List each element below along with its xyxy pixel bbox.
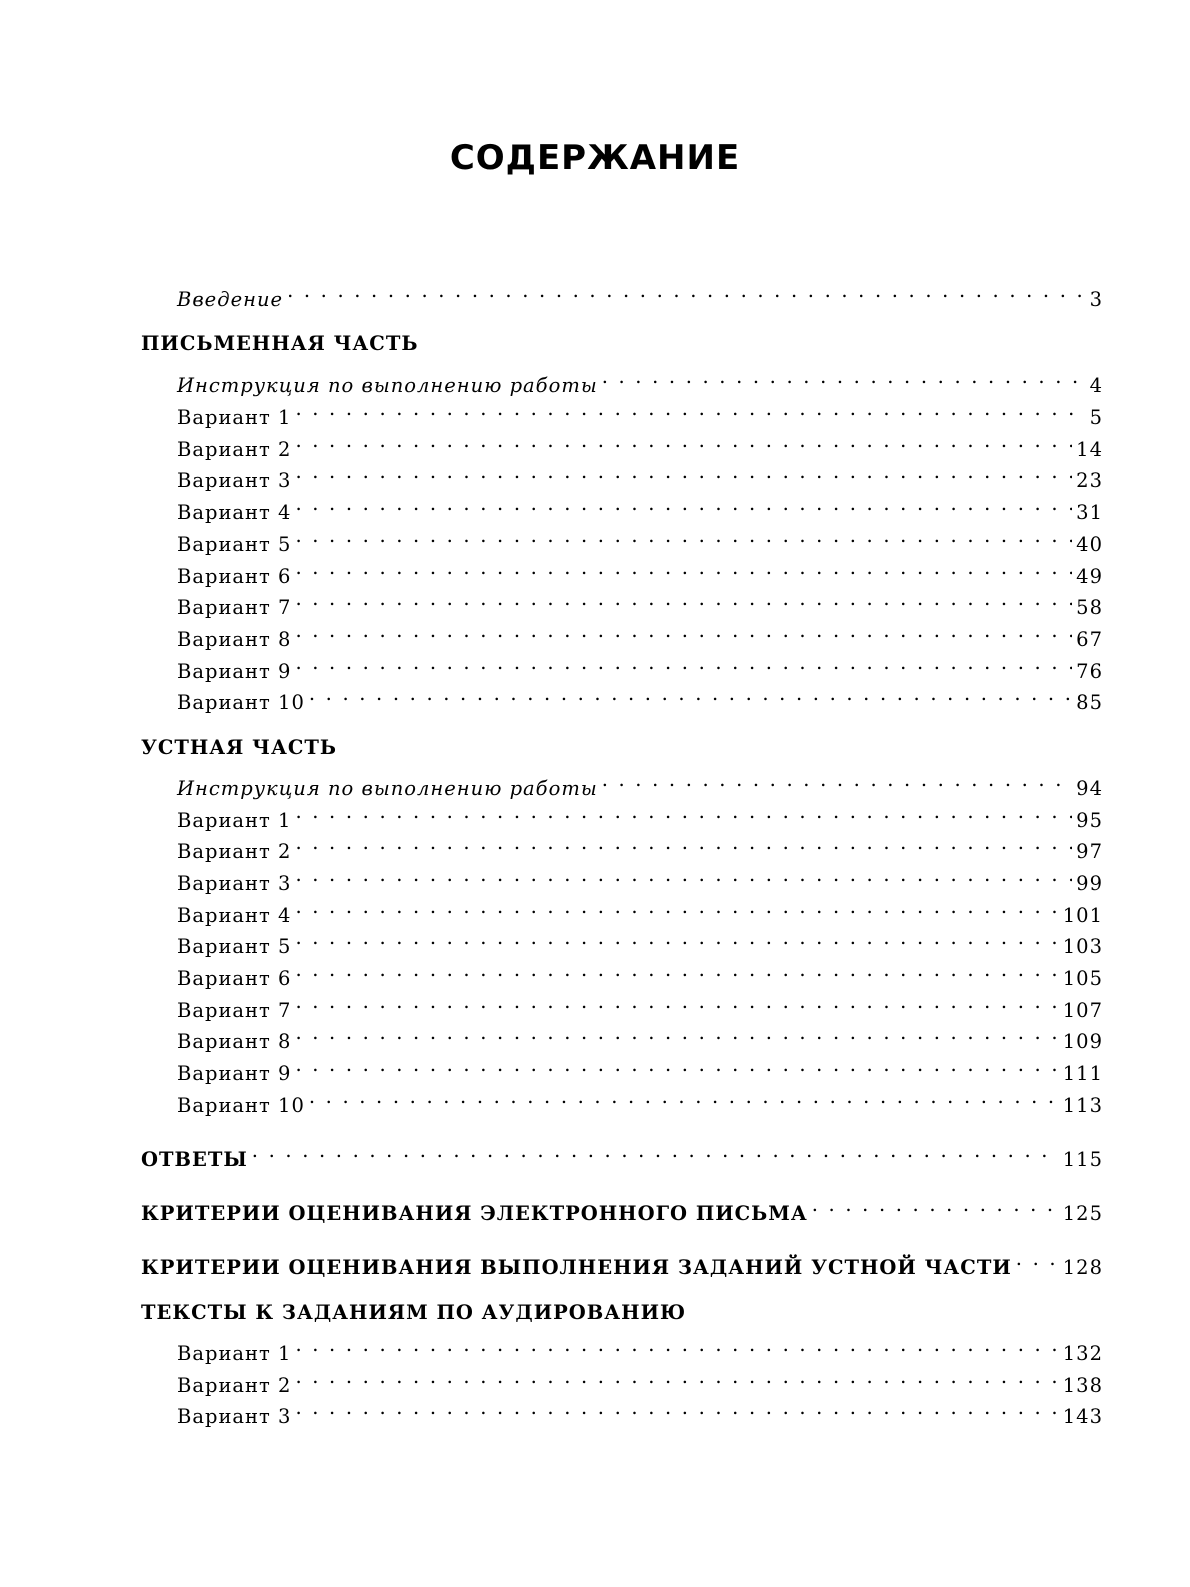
toc-entry-page: 113 bbox=[1062, 1094, 1103, 1117]
toc-entry-written-variant-8[interactable] bbox=[177, 616, 1103, 651]
toc-entry-page: 115 bbox=[1062, 1148, 1103, 1171]
leader-dots bbox=[295, 489, 1072, 519]
toc-entry-label: Вариант 4 bbox=[177, 501, 292, 524]
toc-entry-label: Инструкция по выполнению работы bbox=[177, 374, 598, 397]
leader-dots bbox=[295, 860, 1072, 890]
toc-entry-page: 107 bbox=[1062, 999, 1103, 1022]
toc-entry-label: Вариант 1 bbox=[177, 1342, 292, 1365]
toc-entry-written-instruction[interactable] bbox=[177, 362, 1103, 397]
toc-entry-page: 143 bbox=[1062, 1405, 1103, 1428]
toc-entry-oral-variant-3[interactable] bbox=[177, 860, 1103, 895]
toc-entry-written-variant-9[interactable] bbox=[177, 648, 1103, 683]
toc-entry-oral-variant-2[interactable] bbox=[177, 828, 1103, 863]
leader-dots bbox=[295, 987, 1058, 1017]
toc-entry-written-variant-7[interactable] bbox=[177, 584, 1103, 619]
toc-entry-page: 125 bbox=[1062, 1202, 1103, 1225]
leader-dots bbox=[812, 1190, 1059, 1220]
toc-entry-label: Вариант 3 bbox=[177, 1405, 292, 1428]
toc-entry-criteria-letter[interactable] bbox=[141, 1190, 1103, 1225]
toc-entry-written-variant-4[interactable] bbox=[177, 489, 1103, 524]
section-heading-written: ПИСЬМЕННАЯ ЧАСТЬ bbox=[141, 332, 419, 355]
section-heading-oral: УСТНАЯ ЧАСТЬ bbox=[141, 736, 337, 759]
toc-entry-listening-variant-2[interactable] bbox=[177, 1362, 1103, 1397]
leader-dots bbox=[295, 1330, 1058, 1360]
leader-dots bbox=[287, 276, 1086, 306]
leader-dots bbox=[295, 457, 1072, 487]
toc-entry-written-variant-10[interactable] bbox=[177, 679, 1103, 714]
toc-entry-label: ОТВЕТЫ bbox=[141, 1148, 248, 1171]
toc-entry-page: 97 bbox=[1076, 840, 1103, 863]
toc-entry-page: 49 bbox=[1076, 565, 1103, 588]
toc-entry-label: Вариант 7 bbox=[177, 596, 292, 619]
leader-dots bbox=[295, 955, 1058, 985]
toc-entry-label: Введение bbox=[177, 288, 284, 311]
leader-dots bbox=[295, 584, 1072, 614]
toc-entry-label: КРИТЕРИИ ОЦЕНИВАНИЯ ЭЛЕКТРОННОГО ПИСЬМА bbox=[141, 1202, 808, 1225]
toc-entry-label: Вариант 6 bbox=[177, 967, 292, 990]
toc-entry-written-variant-1[interactable] bbox=[177, 394, 1103, 429]
toc-entry-oral-variant-10[interactable] bbox=[177, 1082, 1103, 1117]
leader-dots bbox=[309, 1082, 1059, 1112]
toc-entry-label: Вариант 5 bbox=[177, 935, 292, 958]
toc-entry-label: Вариант 4 bbox=[177, 904, 292, 927]
toc-entry-page: 95 bbox=[1076, 809, 1103, 832]
toc-entry-page: 99 bbox=[1076, 872, 1103, 895]
toc-entry-label: КРИТЕРИИ ОЦЕНИВАНИЯ ВЫПОЛНЕНИЯ ЗАДАНИЙ УСТНОЙ ЧАСТИ bbox=[141, 1256, 1012, 1279]
toc-entry-listening-variant-1[interactable] bbox=[177, 1330, 1103, 1365]
leader-dots bbox=[252, 1136, 1059, 1166]
leader-dots bbox=[295, 923, 1058, 953]
toc-entry-page: 76 bbox=[1076, 660, 1103, 683]
toc-entry-label: Вариант 5 bbox=[177, 533, 292, 556]
toc-entry-oral-variant-1[interactable] bbox=[177, 797, 1103, 832]
toc-entry-label: Вариант 2 bbox=[177, 438, 292, 461]
toc-entry-written-variant-5[interactable] bbox=[177, 521, 1103, 556]
leader-dots bbox=[295, 553, 1072, 583]
toc-entry-page: 58 bbox=[1076, 596, 1103, 619]
toc-entry-label: Вариант 10 bbox=[177, 1094, 305, 1117]
toc-entry-page: 111 bbox=[1062, 1062, 1103, 1085]
toc-entry-label: Вариант 2 bbox=[177, 840, 292, 863]
leader-dots bbox=[295, 648, 1072, 678]
toc-entry-page: 5 bbox=[1089, 406, 1103, 429]
section-heading-listening: ТЕКСТЫ К ЗАДАНИЯМ ПО АУДИРОВАНИЮ bbox=[141, 1301, 687, 1324]
toc-entry-label: Вариант 6 bbox=[177, 565, 292, 588]
leader-dots bbox=[295, 1050, 1058, 1080]
toc-entry-criteria-oral[interactable] bbox=[141, 1244, 1103, 1279]
toc-entry-label: Вариант 10 bbox=[177, 691, 305, 714]
leader-dots bbox=[295, 892, 1058, 922]
toc-entry-oral-instruction[interactable] bbox=[177, 765, 1103, 800]
toc-entry-listening-variant-3[interactable] bbox=[177, 1393, 1103, 1428]
toc-entry-answers[interactable] bbox=[141, 1136, 1103, 1171]
toc-entry-page: 3 bbox=[1089, 288, 1103, 311]
toc-entry-page: 128 bbox=[1062, 1256, 1103, 1279]
toc-entry-intro[interactable] bbox=[177, 276, 1103, 311]
toc-entry-page: 101 bbox=[1062, 904, 1103, 927]
toc-entry-page: 14 bbox=[1076, 438, 1103, 461]
toc-entry-label: Вариант 8 bbox=[177, 628, 292, 651]
toc-entry-written-variant-6[interactable] bbox=[177, 553, 1103, 588]
toc-entry-page: 138 bbox=[1062, 1374, 1103, 1397]
page-title: СОДЕРЖАНИЕ bbox=[449, 138, 741, 178]
toc-entry-written-variant-3[interactable] bbox=[177, 457, 1103, 492]
toc-entry-label: Вариант 2 bbox=[177, 1374, 292, 1397]
toc-entry-label: Вариант 1 bbox=[177, 406, 292, 429]
toc-entry-page: 132 bbox=[1062, 1342, 1103, 1365]
toc-entry-label: Вариант 8 bbox=[177, 1030, 292, 1053]
toc-entry-oral-variant-9[interactable] bbox=[177, 1050, 1103, 1085]
leader-dots bbox=[309, 679, 1072, 709]
leader-dots bbox=[295, 521, 1072, 551]
leader-dots bbox=[295, 797, 1072, 827]
toc-entry-page: 40 bbox=[1076, 533, 1103, 556]
toc-entry-oral-variant-8[interactable] bbox=[177, 1018, 1103, 1053]
toc-entry-label: Инструкция по выполнению работы bbox=[177, 777, 598, 800]
leader-dots bbox=[602, 362, 1086, 392]
toc-entry-page: 4 bbox=[1089, 374, 1103, 397]
toc-entry-page: 109 bbox=[1062, 1030, 1103, 1053]
leader-dots bbox=[295, 1362, 1058, 1392]
toc-entry-label: Вариант 3 bbox=[177, 872, 292, 895]
toc-entry-page: 103 bbox=[1062, 935, 1103, 958]
toc-entry-page: 67 bbox=[1076, 628, 1103, 651]
leader-dots bbox=[295, 426, 1072, 456]
leader-dots bbox=[295, 828, 1072, 858]
toc-entry-label: Вариант 7 bbox=[177, 999, 292, 1022]
toc-entry-oral-variant-7[interactable] bbox=[177, 987, 1103, 1022]
leader-dots bbox=[1016, 1244, 1059, 1274]
leader-dots bbox=[602, 765, 1072, 795]
leader-dots bbox=[295, 1393, 1058, 1423]
toc-entry-label: Вариант 1 bbox=[177, 809, 292, 832]
leader-dots bbox=[295, 394, 1085, 424]
toc-entry-page: 94 bbox=[1076, 777, 1103, 800]
toc-entry-page: 85 bbox=[1076, 691, 1103, 714]
toc-entry-page: 23 bbox=[1076, 469, 1103, 492]
toc-entry-oral-variant-5[interactable] bbox=[177, 923, 1103, 958]
toc-entry-oral-variant-6[interactable] bbox=[177, 955, 1103, 990]
toc-entry-page: 31 bbox=[1076, 501, 1103, 524]
toc-entry-oral-variant-4[interactable] bbox=[177, 892, 1103, 927]
toc-entry-page: 105 bbox=[1062, 967, 1103, 990]
toc-entry-written-variant-2[interactable] bbox=[177, 426, 1103, 461]
leader-dots bbox=[295, 1018, 1058, 1048]
toc-entry-label: Вариант 9 bbox=[177, 1062, 292, 1085]
toc-entry-label: Вариант 9 bbox=[177, 660, 292, 683]
leader-dots bbox=[295, 616, 1072, 646]
toc-entry-label: Вариант 3 bbox=[177, 469, 292, 492]
